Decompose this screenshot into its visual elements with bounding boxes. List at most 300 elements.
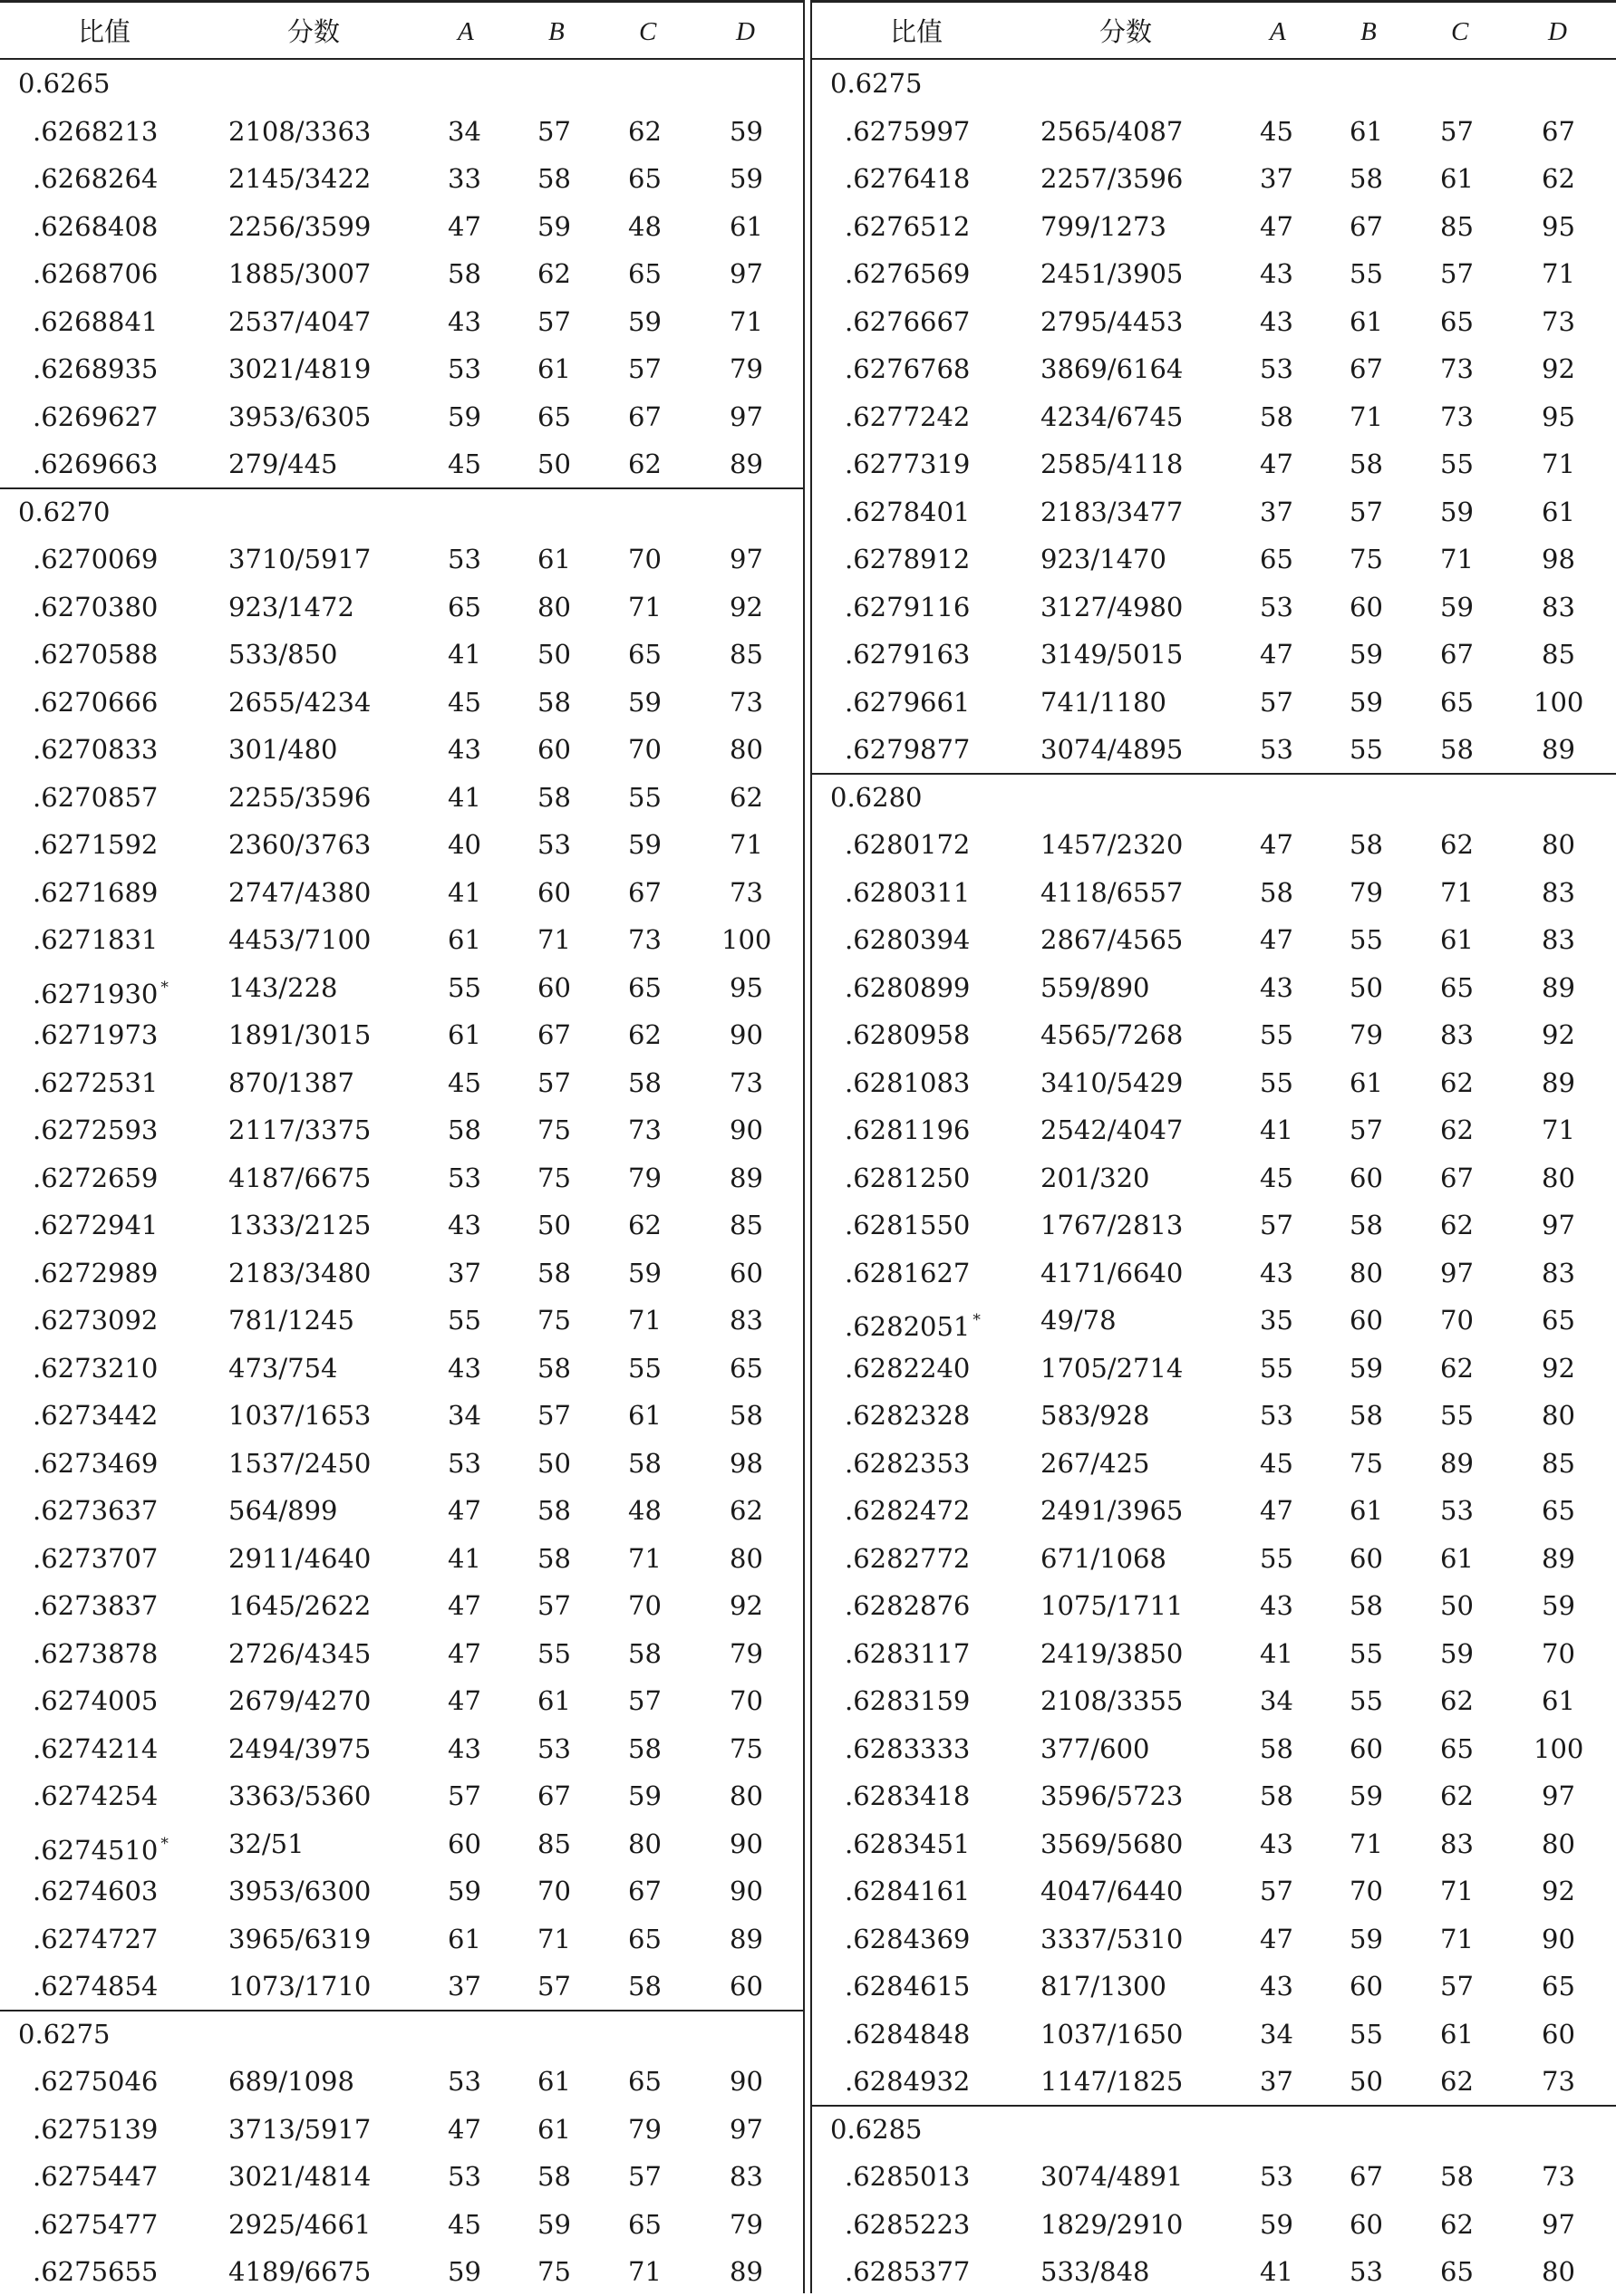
a-cell-text: 57 <box>1260 686 1293 718</box>
c-cell <box>628 1392 662 1440</box>
b-cell <box>537 1249 571 1298</box>
table-row <box>812 679 1616 727</box>
d-cell <box>730 1392 763 1440</box>
b-cell <box>1350 964 1383 1012</box>
table-row <box>0 774 803 822</box>
b-cell-text: 60 <box>1350 2208 1383 2240</box>
ratio-cell <box>33 298 158 346</box>
fraction-cell <box>1040 869 1183 917</box>
d-cell <box>730 108 763 156</box>
b-cell-text: 60 <box>1350 591 1383 622</box>
ratio-cell-text: .6270588 <box>33 639 159 670</box>
c-cell-text: 65 <box>628 971 662 1003</box>
c-cell-text: 65 <box>628 639 662 670</box>
d-cell <box>1542 1582 1575 1630</box>
table-row <box>0 1011 803 1059</box>
b-cell <box>537 250 571 298</box>
b-cell <box>537 1582 571 1630</box>
table-row <box>812 108 1616 156</box>
fraction-cell <box>228 535 371 584</box>
a-cell-text: 59 <box>448 400 481 432</box>
ratio-cell-text: .6272989 <box>33 1257 159 1288</box>
table-row <box>0 726 803 774</box>
d-cell-text: 100 <box>1534 1732 1584 1764</box>
d-cell-text: 79 <box>730 353 763 384</box>
c-cell <box>628 726 662 774</box>
fraction-cell <box>1040 726 1183 774</box>
a-cell <box>1260 2058 1293 2106</box>
b-cell <box>537 1535 571 1583</box>
table-row <box>812 1725 1616 1773</box>
d-cell-text: 97 <box>730 258 763 289</box>
ratio-cell <box>33 1440 158 1488</box>
a-cell <box>1260 1440 1293 1488</box>
d-cell-text: 60 <box>730 1971 763 2002</box>
d-cell <box>730 1011 763 1059</box>
d-cell-text: 59 <box>1542 1590 1575 1621</box>
table-row <box>812 726 1616 774</box>
c-cell-text: 65 <box>1440 971 1474 1003</box>
c-cell <box>1440 1820 1474 1868</box>
d-cell <box>1542 1772 1575 1820</box>
c-cell-text: 62 <box>1440 1780 1474 1811</box>
ratio-cell <box>845 1297 981 1351</box>
d-cell-text: 70 <box>730 1685 763 1716</box>
table-row <box>0 1677 803 1725</box>
table-row <box>0 1392 803 1440</box>
ratio-cell <box>33 1154 158 1202</box>
fraction-cell <box>228 1915 371 1963</box>
b-cell-text: 55 <box>1350 2018 1383 2050</box>
fraction-cell <box>228 2058 354 2106</box>
ratio-cell <box>845 1772 970 1820</box>
b-cell <box>1350 1154 1383 1202</box>
c-cell-text: 65 <box>628 163 662 194</box>
b-cell-text: 70 <box>1350 1876 1383 1906</box>
ratio-cell-text: .6277319 <box>845 449 971 479</box>
ratio-cell-text: .6281083 <box>845 1066 971 1098</box>
fraction-cell-text: 2419/3850 <box>1040 1637 1184 1669</box>
a-cell-text: 37 <box>1260 163 1293 194</box>
b-cell-text: 62 <box>537 258 571 289</box>
left-table <box>0 0 805 2293</box>
d-cell <box>1542 1011 1575 1059</box>
fraction-cell-text: 564/899 <box>228 1495 338 1526</box>
fraction-cell-text: 1645/2622 <box>228 1590 372 1621</box>
d-cell-text: 92 <box>730 1590 763 1621</box>
c-cell <box>1440 2011 1474 2059</box>
d-cell <box>730 1249 763 1298</box>
c-cell-text: 58 <box>628 1637 662 1669</box>
d-cell <box>730 2058 763 2106</box>
c-cell <box>1440 1487 1474 1535</box>
b-cell-text: 58 <box>1350 1590 1383 1621</box>
c-cell-text: 65 <box>1440 2256 1474 2287</box>
ratio-cell-text: .6270069 <box>33 544 159 574</box>
d-cell <box>730 393 763 441</box>
a-cell <box>1260 155 1293 203</box>
b-cell-text: 50 <box>1350 971 1383 1003</box>
b-cell <box>537 1059 571 1107</box>
fraction-cell-text: 4189/6675 <box>228 2256 372 2287</box>
c-cell-text: 67 <box>628 1876 662 1906</box>
ratio-cell-text: .6284932 <box>845 2066 971 2097</box>
d-cell-text: 73 <box>730 876 763 908</box>
a-cell-text: 45 <box>1260 115 1293 147</box>
ratio-cell <box>845 1011 970 1059</box>
c-cell <box>628 440 662 488</box>
table-row <box>812 1915 1616 1963</box>
a-cell <box>448 535 481 584</box>
c-cell <box>1440 1106 1474 1154</box>
d-cell-text: 83 <box>1542 1257 1575 1288</box>
a-cell-text: 45 <box>448 1066 481 1098</box>
d-cell <box>730 584 763 632</box>
a-cell-text: 43 <box>1260 1828 1293 1859</box>
ratio-cell <box>845 1345 970 1393</box>
a-cell-text: 53 <box>448 1162 481 1193</box>
a-cell-text: 45 <box>1260 1447 1293 1479</box>
table-row <box>812 1059 1616 1107</box>
fraction-cell <box>228 1392 371 1440</box>
header-d: D <box>1548 17 1567 46</box>
ratio-cell <box>33 1963 158 2011</box>
c-cell-text: 73 <box>628 924 662 955</box>
d-cell <box>1542 2058 1575 2106</box>
fraction-cell <box>228 155 371 203</box>
fraction-cell-text: 1075/1711 <box>1040 1590 1184 1621</box>
d-cell <box>730 298 763 346</box>
fraction-cell <box>1040 1487 1183 1535</box>
b-cell <box>537 1630 571 1678</box>
b-cell-text: 57 <box>537 1066 571 1098</box>
fraction-cell <box>1040 1154 1149 1202</box>
fraction-cell <box>1040 1345 1183 1393</box>
a-cell-text: 43 <box>448 1352 481 1384</box>
a-cell <box>448 1725 481 1773</box>
b-cell <box>537 821 571 869</box>
d-cell-text: 95 <box>1542 210 1575 242</box>
ratio-cell-text: .6283418 <box>845 1780 971 1811</box>
b-cell-text: 60 <box>1350 1162 1383 1193</box>
c-cell-text: 57 <box>1440 115 1474 147</box>
d-cell <box>1542 393 1575 441</box>
a-cell <box>1260 250 1293 298</box>
table-row <box>0 2201 803 2249</box>
fraction-cell-text: 2925/4661 <box>228 2208 372 2240</box>
a-cell-text: 57 <box>1260 1210 1293 1240</box>
d-cell <box>730 2201 763 2249</box>
d-cell <box>730 1297 763 1345</box>
group-label: 0.6280 <box>830 781 923 813</box>
d-cell-text: 100 <box>1534 686 1584 718</box>
a-cell <box>448 1106 481 1154</box>
d-cell <box>1542 345 1575 393</box>
ratio-cell <box>845 1154 970 1202</box>
ratio-cell-text: .6270380 <box>33 591 159 622</box>
c-cell <box>628 535 662 584</box>
d-cell-text: 79 <box>730 1637 763 1669</box>
header-fraction: 分数 <box>287 16 341 47</box>
d-cell <box>730 1201 763 1249</box>
asterisk-mark: * <box>160 1834 169 1853</box>
b-cell-text: 55 <box>1350 1637 1383 1669</box>
d-cell <box>1542 2201 1575 2249</box>
fraction-cell-text: 3596/5723 <box>1040 1780 1184 1811</box>
ratio-cell <box>845 2248 970 2296</box>
fraction-cell <box>1040 1535 1166 1583</box>
b-cell-text: 60 <box>1350 1971 1383 2002</box>
c-cell <box>628 2201 662 2249</box>
a-cell <box>1260 679 1293 727</box>
c-cell <box>628 1915 662 1963</box>
header-b: B <box>548 17 565 46</box>
c-cell-text: 73 <box>1440 353 1474 384</box>
c-cell <box>1440 726 1474 774</box>
c-cell <box>1440 821 1474 869</box>
a-cell <box>1260 726 1293 774</box>
b-cell <box>537 869 571 917</box>
b-cell-text: 67 <box>537 1019 571 1050</box>
d-cell-text: 73 <box>1542 305 1575 337</box>
table-row <box>812 203 1616 251</box>
fraction-cell <box>228 440 337 488</box>
a-cell <box>1260 345 1293 393</box>
a-cell-text: 43 <box>1260 1590 1293 1621</box>
d-cell <box>1542 1867 1575 1915</box>
d-cell <box>1542 1630 1575 1678</box>
fraction-cell <box>1040 679 1166 727</box>
c-cell-text: 65 <box>628 2208 662 2240</box>
header-a: A <box>458 17 474 46</box>
c-cell <box>1440 535 1474 584</box>
d-cell <box>730 1820 763 1868</box>
b-cell-text: 57 <box>1350 1114 1383 1145</box>
a-cell-text: 53 <box>448 353 481 384</box>
ratio-cell-text: .6270857 <box>33 781 159 813</box>
b-cell-text: 71 <box>537 924 571 955</box>
ratio-cell-text: .6268841 <box>33 305 159 337</box>
fraction-cell-text: 3410/5429 <box>1040 1066 1184 1098</box>
header-d: D <box>736 17 755 46</box>
d-cell <box>730 679 763 727</box>
c-cell-text: 71 <box>1440 876 1474 908</box>
a-cell <box>448 774 481 822</box>
fraction-cell <box>228 108 371 156</box>
table-row <box>812 1487 1616 1535</box>
table-row <box>812 1297 1616 1345</box>
table-row <box>0 631 803 679</box>
d-cell <box>730 774 763 822</box>
c-cell-text: 59 <box>628 1257 662 1288</box>
ratio-cell-text: .6274510 <box>33 1834 159 1866</box>
c-cell <box>628 1201 662 1249</box>
b-cell <box>1350 440 1383 488</box>
ratio-cell <box>845 250 970 298</box>
a-cell <box>448 869 481 917</box>
c-cell-text: 59 <box>628 1780 662 1811</box>
a-cell <box>448 393 481 441</box>
a-cell <box>1260 203 1293 251</box>
table-row <box>812 2201 1616 2249</box>
d-cell-text: 92 <box>1542 353 1575 384</box>
a-cell <box>1260 298 1293 346</box>
b-cell-text: 59 <box>537 210 571 242</box>
a-cell-text: 43 <box>1260 1971 1293 2002</box>
a-cell-text: 43 <box>1260 258 1293 289</box>
a-cell <box>1260 821 1293 869</box>
a-cell <box>1260 2248 1293 2296</box>
c-cell <box>628 1677 662 1725</box>
a-cell <box>448 726 481 774</box>
a-cell <box>448 1867 481 1915</box>
header-a: A <box>1270 17 1286 46</box>
a-cell-text: 53 <box>1260 2161 1293 2192</box>
a-cell <box>448 1249 481 1298</box>
b-cell-text: 59 <box>1350 1352 1383 1384</box>
fraction-cell <box>1040 1297 1117 1345</box>
fraction-cell <box>1040 1440 1149 1488</box>
d-cell-text: 100 <box>721 924 772 955</box>
table-row <box>0 821 803 869</box>
ratio-cell-text: .6283117 <box>845 1637 971 1669</box>
d-cell <box>730 1582 763 1630</box>
c-cell <box>1440 1392 1474 1440</box>
fraction-cell <box>228 2153 371 2201</box>
c-cell <box>1440 1535 1474 1583</box>
ratio-cell-text: .6268935 <box>33 353 159 384</box>
table-row <box>812 1677 1616 1725</box>
ratio-cell <box>845 726 970 774</box>
a-cell-text: 53 <box>448 544 481 574</box>
c-cell <box>628 1820 662 1868</box>
fraction-cell <box>228 1201 371 1249</box>
fraction-cell <box>228 1011 371 1059</box>
fraction-cell <box>1040 1106 1183 1154</box>
table-row <box>812 631 1616 679</box>
a-cell-text: 57 <box>1260 1876 1293 1906</box>
d-cell-text: 92 <box>1542 1352 1575 1384</box>
a-cell-text: 58 <box>1260 1732 1293 1764</box>
d-cell-text: 80 <box>730 1542 763 1574</box>
table-row <box>0 1867 803 1915</box>
c-cell-text: 58 <box>1440 2161 1474 2192</box>
ratio-cell <box>845 2201 970 2249</box>
fraction-cell <box>228 1440 371 1488</box>
ratio-cell-text: .6282328 <box>845 1400 971 1431</box>
fraction-cell-text: 377/600 <box>1040 1732 1150 1764</box>
a-cell <box>448 1915 481 1963</box>
c-cell-text: 71 <box>1440 544 1474 574</box>
d-cell <box>730 155 763 203</box>
table-row <box>812 964 1616 1012</box>
fraction-cell <box>1040 1772 1183 1820</box>
b-cell <box>537 2106 571 2154</box>
ratio-cell <box>845 1535 970 1583</box>
d-cell-text: 60 <box>1542 2018 1575 2050</box>
b-cell <box>537 679 571 727</box>
a-cell-text: 47 <box>448 1495 481 1526</box>
c-cell <box>628 1154 662 1202</box>
b-cell <box>537 1106 571 1154</box>
a-cell <box>448 1772 481 1820</box>
c-cell-text: 71 <box>1440 1923 1474 1954</box>
fraction-cell-text: 1537/2450 <box>228 1447 372 1479</box>
table-row <box>812 1582 1616 1630</box>
fraction-cell-text: 799/1273 <box>1040 210 1166 242</box>
d-cell <box>1542 298 1575 346</box>
group-label: 0.6270 <box>18 496 111 527</box>
group-label: 0.6275 <box>18 2018 111 2050</box>
c-cell <box>628 916 662 964</box>
ratio-cell <box>33 1249 158 1298</box>
b-cell <box>537 1915 571 1963</box>
fraction-cell <box>228 1106 371 1154</box>
ratio-cell <box>33 1011 158 1059</box>
c-cell <box>1440 1582 1474 1630</box>
fraction-cell-text: 2585/4118 <box>1040 449 1184 479</box>
fraction-cell-text: 267/425 <box>1040 1447 1150 1479</box>
c-cell <box>1440 203 1474 251</box>
ratio-cell <box>33 821 158 869</box>
ratio-cell <box>33 345 158 393</box>
d-cell-text: 59 <box>730 115 763 147</box>
c-cell-text: 62 <box>1440 1066 1474 1098</box>
table-row <box>812 155 1616 203</box>
c-cell <box>628 2153 662 2201</box>
fraction-cell <box>1040 298 1183 346</box>
fraction-cell-text: 2867/4565 <box>1040 924 1184 955</box>
c-cell <box>1440 393 1474 441</box>
c-cell <box>1440 1963 1474 2011</box>
a-cell-text: 34 <box>448 115 481 147</box>
d-cell-text: 97 <box>1542 1210 1575 1240</box>
c-cell-text: 65 <box>1440 305 1474 337</box>
a-cell <box>1260 393 1293 441</box>
ratio-cell-text: .6273637 <box>33 1495 159 1526</box>
table-row <box>812 869 1616 917</box>
d-cell-text: 71 <box>730 829 763 860</box>
ratio-cell <box>845 1440 970 1488</box>
d-cell <box>1542 2248 1575 2296</box>
a-cell-text: 41 <box>448 781 481 813</box>
b-cell <box>1350 1249 1383 1298</box>
ratio-cell-text: .6276418 <box>845 163 971 194</box>
d-cell-text: 83 <box>1542 876 1575 908</box>
a-cell-text: 47 <box>448 2113 481 2145</box>
fraction-cell-text: 2726/4345 <box>228 1637 372 1669</box>
a-cell <box>448 2106 481 2154</box>
table-row <box>0 535 803 584</box>
ratio-cell <box>33 1582 158 1630</box>
b-cell-text: 60 <box>1350 1732 1383 1764</box>
c-cell-text: 67 <box>1440 1162 1474 1193</box>
fraction-cell-text: 2108/3355 <box>1040 1685 1184 1716</box>
b-cell-text: 57 <box>537 1590 571 1621</box>
a-cell-text: 55 <box>1260 1542 1293 1574</box>
fraction-cell-text: 2108/3363 <box>228 115 372 147</box>
b-cell-text: 61 <box>1350 1066 1383 1098</box>
fraction-cell-text: 301/480 <box>228 734 338 765</box>
b-cell-text: 71 <box>1350 1828 1383 1859</box>
c-cell <box>1440 1677 1474 1725</box>
fraction-cell <box>228 1772 371 1820</box>
ratio-cell <box>33 1106 158 1154</box>
ratio-cell-text: .6275477 <box>33 2208 159 2240</box>
b-cell-text: 50 <box>537 1447 571 1479</box>
ratio-cell <box>33 726 158 774</box>
ratio-cell-text: .6280899 <box>845 971 971 1003</box>
